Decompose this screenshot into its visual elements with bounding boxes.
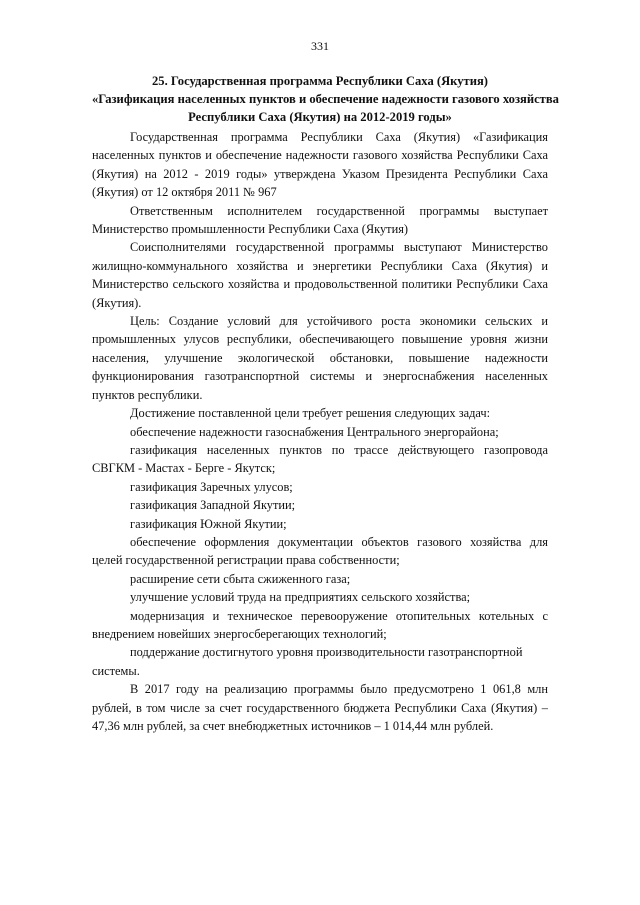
- heading-line-3: Республики Саха (Якутия) на 2012-2019 годы»: [188, 110, 452, 124]
- task-item: обеспечение оформления документации объектов газового хозяйства для целей государственной регистрации права собственности;: [92, 534, 548, 568]
- task-item: газификация Западной Якутии;: [130, 498, 296, 513]
- paragraph-funding: В 2017 году на реализацию программы было предусмотрено 1 061,8 млн рублей, в том числе за счет государственного бюджета Республики Саха (Якутия) – 47,36 млн рублей, за счет внебюджетных источников – 1 014,44 млн рублей.: [92, 682, 548, 733]
- task-item: газификация Южной Якутии;: [130, 516, 287, 531]
- paragraph-tasks-intro: Достижение поставленной цели требует решения следующих задач:: [130, 406, 491, 421]
- body-text: [92, 128, 548, 735]
- paragraph-program-approval: Государственная программа Республики Саха (Якутия) «Газификация населенных пунктов и обеспечение надежности газового хозяйства Республики Саха (Якутия) на 2012 - 2019 годы» утверждена Указом Президента Республики Саха (Якутия) от 12 октября 2011 № 967: [92, 130, 548, 200]
- paragraph-responsible-executor: Ответственным исполнителем государственной программы выступает Министерство промышленности Республики Саха (Якутия): [92, 203, 548, 237]
- paragraph-co-executors: Соисполнителями государственной программы выступают Министерство жилищно-коммунального хозяйства и энергетики Республики Саха (Якутия) и Министерство сельского хозяйства и продовольственной политики Республики Саха (Якутия).: [92, 240, 548, 310]
- task-item: обеспечение надежности газоснабжения Центрального энергорайона;: [130, 424, 499, 439]
- task-item: расширение сети сбыта сжиженного газа;: [130, 571, 351, 586]
- task-item: газификация населенных пунктов по трассе действующего газопровода СВГКМ - Мастах - Берге - Якутск;: [92, 442, 548, 476]
- page-number: 331: [311, 39, 329, 53]
- paragraph-goal: Цель: Создание условий для устойчивого роста экономики сельских и промышленных улусов республики, обеспечивающего повышение уровня жизни населения, улучшение экологической обстановки, повышение надежности функционирования газотранспортной системы и энергоснабжения населенных пунктов республики.: [92, 314, 548, 402]
- task-item: газификация Заречных улусов;: [130, 479, 293, 494]
- task-item: улучшение условий труда на предприятиях сельского хозяйства;: [130, 590, 471, 605]
- heading-line-1: 25. Государственная программа Республики Саха (Якутия): [151, 74, 488, 88]
- task-item: модернизация и техническое перевооружение отопительных котельных с внедрением новейших энергосберегающих технологий;: [92, 608, 548, 641]
- section-heading: [92, 72, 559, 126]
- task-item: поддержание достигнутого уровня производительности газотранспортной системы.: [92, 645, 523, 678]
- heading-line-2: «Газификация населенных пунктов и обеспечение надежности газового хозяйства: [92, 92, 559, 106]
